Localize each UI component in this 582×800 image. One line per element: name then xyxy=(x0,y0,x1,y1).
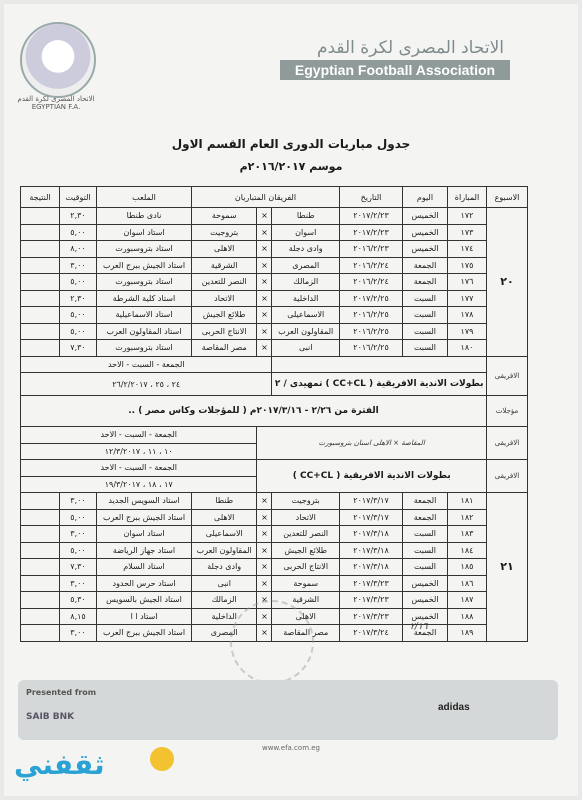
home-team: وادى دجلة xyxy=(272,241,340,258)
kickoff-time: ٥,٠٠ xyxy=(60,307,97,324)
table-row xyxy=(21,493,528,510)
stadium: استاد اسوان xyxy=(97,224,192,241)
kickoff-time: ٥,٠٠ xyxy=(60,274,97,291)
website-url: www.efa.com.eg xyxy=(262,744,320,752)
vs-symbol: × xyxy=(257,625,272,642)
vs-symbol: × xyxy=(257,608,272,625)
match-date: ٢٠١٧/٢/٢٣ xyxy=(340,224,403,241)
match-date: ٢٠١٧/٣/١٨ xyxy=(340,526,403,543)
kickoff-time: ٣,٠٠ xyxy=(60,493,97,510)
vs-symbol: × xyxy=(257,575,272,592)
match-date: ٢٠١٧/٣/١٧ xyxy=(340,493,403,510)
away-team: المقاولون العرب xyxy=(192,542,257,559)
match-no: ١٨٣ xyxy=(448,526,487,543)
postponed-period: الفترة من ٢/٢٦ - ٢٠١٧/٣/١٦م ( للمؤجلات وكاس مصر ) .. xyxy=(21,396,487,427)
week-number: ٢١ xyxy=(487,493,528,642)
vs-symbol: × xyxy=(257,526,272,543)
match-day: السبت xyxy=(403,290,448,307)
col-date: التاريخ xyxy=(340,187,403,208)
logo-caption: الاتحاد المصرى لكرة القدم EGYPTIAN F.A. xyxy=(17,95,95,111)
efa-logo xyxy=(20,22,96,98)
col-teams: الفريقان المتباريان xyxy=(192,187,340,208)
result-cell xyxy=(21,257,60,274)
kickoff-time: ٢,٣٠ xyxy=(60,208,97,225)
match-date: ٢٠١٧/٣/٢٣ xyxy=(340,575,403,592)
match-no: ١٨٨ xyxy=(448,608,487,625)
match-day: الجمعة xyxy=(403,274,448,291)
stadium: استاد بتروسبورت xyxy=(97,241,192,258)
handwritten-signature: ٢/١٦ xyxy=(410,622,428,632)
vs-symbol: × xyxy=(257,307,272,324)
away-team: الانتاج الحربى xyxy=(192,323,257,340)
result-cell xyxy=(21,559,60,576)
match-date: ٢٠١٦/٢/٢٥ xyxy=(340,340,403,357)
vs-symbol: × xyxy=(257,559,272,576)
table-row xyxy=(21,542,528,559)
match-day: الخميس xyxy=(403,575,448,592)
stadium: استاد جهاز الرياضة xyxy=(97,542,192,559)
kickoff-time: ٧,٣٠ xyxy=(60,559,97,576)
association-name-arabic: الاتحاد المصرى لكرة القدم xyxy=(316,38,504,58)
away-team: وادى دجلة xyxy=(192,559,257,576)
result-cell xyxy=(21,509,60,526)
kickoff-time: ٨,٠٠ xyxy=(60,241,97,258)
break-row xyxy=(21,427,528,444)
away-team: بتروجيت xyxy=(192,224,257,241)
stadium: استاد الجيش ببرج العرب xyxy=(97,509,192,526)
match-day: الخميس xyxy=(403,608,448,625)
kickoff-time: ٥,٠٠ xyxy=(60,323,97,340)
away-team: الاهلى xyxy=(192,509,257,526)
match-date: ٢٠١٦/٢/٢٥ xyxy=(340,307,403,324)
stadium: استاد السويس الجديد xyxy=(97,493,192,510)
table-row xyxy=(21,224,528,241)
result-cell xyxy=(21,290,60,307)
away-team: سموحة xyxy=(192,208,257,225)
break-row xyxy=(21,396,528,427)
away-team: المصرى xyxy=(192,625,257,642)
schedule-table xyxy=(20,186,528,642)
home-team: الزمالك xyxy=(272,274,340,291)
result-cell xyxy=(21,608,60,625)
break-side-label: الافريقى xyxy=(487,427,528,460)
african-cups-label: بطولات الاندية الافريقية ( CC+CL ) تمهيدى / ٢ xyxy=(272,373,487,396)
match-day: الخميس xyxy=(403,208,448,225)
away-team: طلائع الجيش xyxy=(192,307,257,324)
break-row xyxy=(21,356,528,373)
home-team: المصرى xyxy=(272,257,340,274)
home-team: مصر المقاصة xyxy=(272,625,340,642)
table-row xyxy=(21,208,528,225)
vs-symbol: × xyxy=(257,509,272,526)
col-time: التوقيت xyxy=(60,187,97,208)
kickoff-time: ٥,٠٠ xyxy=(60,542,97,559)
match-date: ٢٠١٧/٢/٢٥ xyxy=(340,290,403,307)
col-stadium: الملعب xyxy=(97,187,192,208)
kickoff-time: ٥,٠٠ xyxy=(60,224,97,241)
home-team: الاتحاد xyxy=(272,509,340,526)
result-cell xyxy=(21,493,60,510)
match-no: ١٧٥ xyxy=(448,257,487,274)
postponed-side-label: مؤجلات xyxy=(487,396,528,427)
away-team: الداخلية xyxy=(192,608,257,625)
result-cell xyxy=(21,340,60,357)
stadium: نادى طنطا xyxy=(97,208,192,225)
result-cell xyxy=(21,592,60,609)
home-team: سموحة xyxy=(272,575,340,592)
lightbulb-icon xyxy=(150,747,174,771)
stadium: استاد بتروسبورت xyxy=(97,340,192,357)
kickoff-time: ٥,٣٠ xyxy=(60,592,97,609)
result-cell xyxy=(21,542,60,559)
break-dates: ٢٤ ، ٢٥ ، ٢٦/٢/٢٠١٧ xyxy=(21,373,272,396)
result-cell xyxy=(21,575,60,592)
break-days: الجمعة - السبت - الاحد xyxy=(21,460,257,477)
kickoff-time: ٨,١٥ xyxy=(60,608,97,625)
home-team: طلائع الجيش xyxy=(272,542,340,559)
match-day: الجمعة xyxy=(403,493,448,510)
vs-symbol: × xyxy=(257,592,272,609)
stadium: استاد المقاولون العرب xyxy=(97,323,192,340)
vs-symbol: × xyxy=(257,224,272,241)
match-date: ٢٠١٦/٢/٢٤ xyxy=(340,274,403,291)
match-no: ١٨٤ xyxy=(448,542,487,559)
kickoff-time: ٣,٠٠ xyxy=(60,257,97,274)
match-date: ٢٠١٧/٣/٢٤ xyxy=(340,625,403,642)
match-no: ١٧٢ xyxy=(448,208,487,225)
match-day: السبت xyxy=(403,323,448,340)
break-row xyxy=(21,373,528,396)
away-team: الاتحاد xyxy=(192,290,257,307)
match-no: ١٨٥ xyxy=(448,559,487,576)
home-team: الانتاج الحربى xyxy=(272,559,340,576)
home-team: الداخلية xyxy=(272,290,340,307)
vs-symbol: × xyxy=(257,257,272,274)
table-row xyxy=(21,559,528,576)
stadium: استاد الجيش بالسويس xyxy=(97,592,192,609)
away-team: الاسماعيلى xyxy=(192,526,257,543)
result-cell xyxy=(21,526,60,543)
match-date: ٢٠١٧/٣/١٧ xyxy=(340,509,403,526)
match-date: ٢٠١٧/٢/٢٣ xyxy=(340,208,403,225)
stadium: استاد ا ا xyxy=(97,608,192,625)
col-day: اليوم xyxy=(403,187,448,208)
vs-symbol: × xyxy=(257,323,272,340)
kickoff-time: ٣,٠٠ xyxy=(60,625,97,642)
away-team: انبى xyxy=(192,575,257,592)
official-stamp xyxy=(230,600,314,684)
away-team: النصر للتعدين xyxy=(192,274,257,291)
match-no: ١٧٤ xyxy=(448,241,487,258)
home-team: المقاولون العرب xyxy=(272,323,340,340)
col-match: المباراة xyxy=(448,187,487,208)
break-side-label: الافريقى xyxy=(487,460,528,493)
match-date: ٢٠١٧/٣/١٨ xyxy=(340,542,403,559)
break-dates: ١٧ ، ١٨ ، ١٩/٣/٢٠١٧ xyxy=(21,476,257,493)
adidas-logo: adidas xyxy=(438,702,470,713)
table-row xyxy=(21,274,528,291)
document-title: جدول مباريات الدورى العام القسم الاول xyxy=(171,137,411,151)
result-cell xyxy=(21,625,60,642)
african-cups-label: بطولات الاندية الافريقية ( CC+CL ) xyxy=(257,460,487,493)
result-cell xyxy=(21,323,60,340)
col-week: الاسبوع xyxy=(487,187,528,208)
kickoff-time: ٧,٣٠ xyxy=(60,340,97,357)
vs-symbol: × xyxy=(257,241,272,258)
match-day: السبت xyxy=(403,307,448,324)
table-row xyxy=(21,290,528,307)
vs-symbol: × xyxy=(257,542,272,559)
match-no: ١٧٣ xyxy=(448,224,487,241)
kickoff-time: ٢,٣٠ xyxy=(60,290,97,307)
break-days: الجمعة - السبت - الاحد xyxy=(21,356,272,373)
match-no: ١٨١ xyxy=(448,493,487,510)
stadium: استاد حرس الحدود xyxy=(97,575,192,592)
match-date: ٢٠١٦/٢/٢٤ xyxy=(340,257,403,274)
match-day: السبت xyxy=(403,559,448,576)
break-days: الجمعة - السبت - الاحد xyxy=(21,427,257,444)
match-day: الخميس xyxy=(403,224,448,241)
table-row xyxy=(21,575,528,592)
week-number: ٢٠ xyxy=(487,208,528,357)
kickoff-time: ٣,٠٠ xyxy=(60,526,97,543)
home-team: طنطا xyxy=(272,208,340,225)
stadium: استاد كلية الشرطة xyxy=(97,290,192,307)
away-team: الاهلى xyxy=(192,241,257,258)
saib-logo: SAIB BNK xyxy=(26,712,75,722)
table-row xyxy=(21,509,528,526)
sponsor-footer xyxy=(18,680,558,740)
result-cell xyxy=(21,208,60,225)
col-result: النتيجة xyxy=(21,187,60,208)
result-cell xyxy=(21,307,60,324)
vs-symbol: × xyxy=(257,290,272,307)
stadium: استاد الجيش ببرج العرب xyxy=(97,257,192,274)
table-row xyxy=(21,340,528,357)
match-day: السبت xyxy=(403,340,448,357)
match-day: الجمعة xyxy=(403,625,448,642)
watermark-text: ثقفني xyxy=(14,748,105,781)
table-row xyxy=(21,526,528,543)
stadium: استاد الجيش ببرج العرب xyxy=(97,625,192,642)
kickoff-time: ٥,٠٠ xyxy=(60,509,97,526)
match-no: ١٧٦ xyxy=(448,274,487,291)
match-date: ٢٠١٦/٢/٢٣ xyxy=(340,241,403,258)
vs-symbol: × xyxy=(257,493,272,510)
result-cell xyxy=(21,274,60,291)
match-no: ١٧٧ xyxy=(448,290,487,307)
away-team: الشرقية xyxy=(192,257,257,274)
result-cell xyxy=(21,241,60,258)
match-no: ١٨٧ xyxy=(448,592,487,609)
home-team: النصر للتعدين xyxy=(272,526,340,543)
match-no: ١٨٩ xyxy=(448,625,487,642)
home-team: الشرقية xyxy=(272,592,340,609)
match-day: الجمعة xyxy=(403,509,448,526)
break-side-label: الافريقى xyxy=(487,356,528,396)
home-team: الاهلى xyxy=(272,608,340,625)
match-date: ٢٠١٧/٣/٢٣ xyxy=(340,608,403,625)
match-day: السبت xyxy=(403,542,448,559)
stadium: استاد الاسماعيلية xyxy=(97,307,192,324)
match-no: ١٨٠ xyxy=(448,340,487,357)
break-row xyxy=(21,460,528,477)
home-team: بتروجيت xyxy=(272,493,340,510)
vs-symbol: × xyxy=(257,274,272,291)
match-no: ١٨٢ xyxy=(448,509,487,526)
match-day: الخميس xyxy=(403,241,448,258)
season-title: موسم ٢٠١٦/٢٠١٧م xyxy=(239,160,343,173)
match-date: ٢٠١٧/٣/٢٣ xyxy=(340,592,403,609)
table-row xyxy=(21,323,528,340)
home-team: اسوان xyxy=(272,224,340,241)
table-row xyxy=(21,257,528,274)
match-day: الجمعة xyxy=(403,257,448,274)
match-date: ٢٠١٦/٢/٢٥ xyxy=(340,323,403,340)
stadium: استاد بتروسبورت xyxy=(97,274,192,291)
kickoff-time: ٣,٠٠ xyxy=(60,575,97,592)
association-name-english: Egyptian Football Association xyxy=(280,60,510,80)
presented-label: Presented from xyxy=(26,688,97,697)
vs-symbol: × xyxy=(257,208,272,225)
home-team: انبى xyxy=(272,340,340,357)
handwritten-note: المقاصة × الاهلى اسنان بتروسبورت xyxy=(257,427,487,460)
table-row xyxy=(21,241,528,258)
match-no: ١٧٩ xyxy=(448,323,487,340)
vs-symbol: × xyxy=(257,340,272,357)
break-dates: ١٠ ، ١١ ، ١٢/٣/٢٠١٧ xyxy=(21,443,257,460)
match-no: ١٨٦ xyxy=(448,575,487,592)
away-team: مصر المقاصة xyxy=(192,340,257,357)
match-date: ٢٠١٧/٣/١٨ xyxy=(340,559,403,576)
away-team: طنطا xyxy=(192,493,257,510)
stadium: استاد السلام xyxy=(97,559,192,576)
stadium: استاد اسوان xyxy=(97,526,192,543)
table-row xyxy=(21,307,528,324)
match-day: الخميس xyxy=(403,592,448,609)
match-no: ١٧٨ xyxy=(448,307,487,324)
home-team: الاسماعيلى xyxy=(272,307,340,324)
header-row xyxy=(21,187,528,208)
match-day: السبت xyxy=(403,526,448,543)
away-team: الزمالك xyxy=(192,592,257,609)
result-cell xyxy=(21,224,60,241)
